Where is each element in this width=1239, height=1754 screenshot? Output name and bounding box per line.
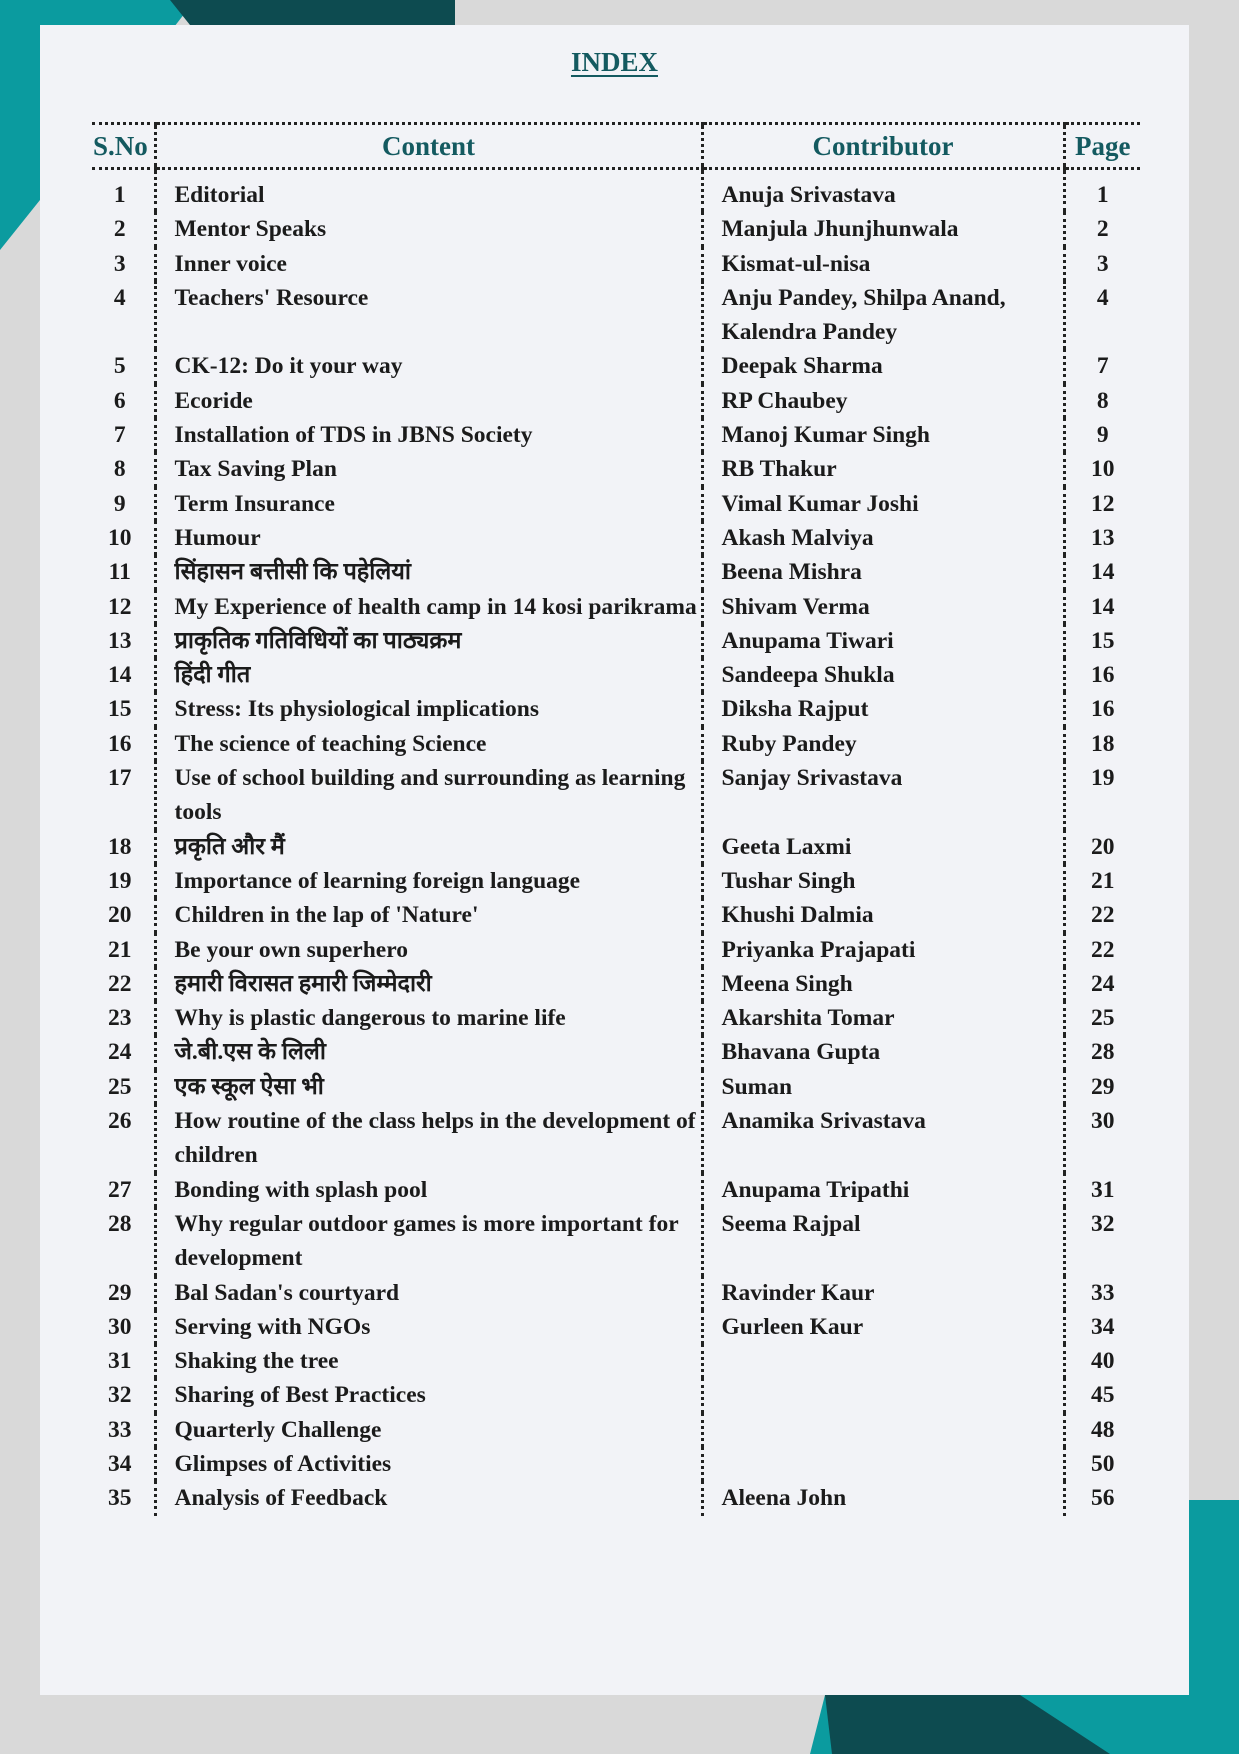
- table-row: [92, 692, 1140, 726]
- row-content-title: Bal Sadan's courtyard: [155, 1276, 702, 1310]
- row-content-title: Bonding with splash pool: [155, 1173, 702, 1207]
- row-page-number: 20: [1064, 830, 1140, 864]
- row-contributor: Akarshita Tomar: [702, 1001, 1064, 1035]
- row-page-number: 13: [1064, 521, 1140, 555]
- row-content-title: Editorial: [155, 169, 702, 213]
- row-contributor: Seema Rajpal: [702, 1207, 1064, 1276]
- table-row: [92, 555, 1140, 589]
- row-contributor: [702, 1344, 1064, 1378]
- row-sno: 19: [108, 867, 132, 894]
- row-content-title: Humour: [155, 521, 702, 555]
- table-row: [92, 1413, 1140, 1447]
- row-sno: 29: [108, 1279, 132, 1306]
- row-content-title: Children in the lap of 'Nature': [155, 898, 702, 932]
- row-content-title: Teachers' Resource: [155, 281, 702, 350]
- row-sno: 2: [113, 216, 126, 243]
- row-sno: 24: [108, 1039, 132, 1066]
- row-contributor: [702, 1413, 1064, 1447]
- table-row: [92, 384, 1140, 418]
- row-sno: 23: [108, 1005, 132, 1032]
- row-sno: 13: [108, 627, 132, 654]
- table-row: [92, 418, 1140, 452]
- row-sno: 1: [113, 182, 126, 208]
- row-content-title: Why regular outdoor games is more important for development: [155, 1207, 702, 1276]
- row-page-number: 14: [1064, 590, 1140, 624]
- row-sno: 17: [108, 765, 132, 792]
- index-page: [40, 25, 1189, 1695]
- table-row: [92, 521, 1140, 555]
- row-contributor: Beena Mishra: [702, 555, 1064, 589]
- row-content-title: My Experience of health camp in 14 kosi parikrama: [155, 590, 702, 624]
- row-contributor: Kismat-ul-nisa: [702, 247, 1064, 281]
- row-content-title: Shaking the tree: [155, 1344, 702, 1378]
- row-sno: 3: [113, 250, 126, 277]
- row-contributor: Anupama Tiwari: [702, 624, 1064, 658]
- row-page-number: 4: [1064, 281, 1140, 350]
- row-page-number: 31: [1064, 1173, 1140, 1207]
- row-page-number: 24: [1064, 967, 1140, 1001]
- row-sno: 28: [108, 1210, 132, 1237]
- row-page-number: 50: [1064, 1447, 1140, 1481]
- table-row: [92, 247, 1140, 281]
- row-sno: 7: [113, 422, 126, 449]
- row-sno: 34: [108, 1450, 132, 1477]
- table-row: [92, 1001, 1140, 1035]
- row-page-number: 32: [1064, 1207, 1140, 1276]
- row-sno: 12: [108, 593, 132, 620]
- index-table-body: [92, 169, 1140, 1516]
- table-row: [92, 169, 1140, 213]
- row-contributor: Sandeepa Shukla: [702, 658, 1064, 692]
- row-contributor: Gurleen Kaur: [702, 1310, 1064, 1344]
- table-row: [92, 1104, 1140, 1173]
- row-sno: 16: [108, 730, 132, 757]
- row-content-title: Glimpses of Activities: [155, 1447, 702, 1481]
- row-page-number: 19: [1064, 761, 1140, 830]
- row-content-title: Why is plastic dangerous to marine life: [155, 1001, 702, 1035]
- row-page-number: 21: [1064, 864, 1140, 898]
- row-sno: 27: [108, 1176, 132, 1203]
- row-contributor: Khushi Dalmia: [702, 898, 1064, 932]
- row-sno: 22: [108, 970, 132, 997]
- table-header-row: [92, 124, 1140, 169]
- row-sno: 5: [113, 353, 126, 380]
- table-row: [92, 967, 1140, 1001]
- row-contributor: Diksha Rajput: [702, 692, 1064, 726]
- row-contributor: Manjula Jhunjhunwala: [702, 212, 1064, 246]
- row-contributor: Anupama Tripathi: [702, 1173, 1064, 1207]
- table-row: [92, 727, 1140, 761]
- table-row: [92, 1447, 1140, 1481]
- row-sno: 21: [108, 936, 132, 963]
- row-content-title: Quarterly Challenge: [155, 1413, 702, 1447]
- row-contributor: Shivam Verma: [702, 590, 1064, 624]
- row-page-number: 14: [1064, 555, 1140, 589]
- table-row: [92, 590, 1140, 624]
- row-content-title: Ecoride: [155, 384, 702, 418]
- row-contributor: Anju Pandey, Shilpa Anand, Kalendra Pandey: [702, 281, 1064, 350]
- row-contributor: Vimal Kumar Joshi: [702, 487, 1064, 521]
- row-page-number: 34: [1064, 1310, 1140, 1344]
- row-page-number: 2: [1064, 212, 1140, 246]
- row-page-number: 56: [1064, 1481, 1140, 1515]
- row-page-number: 16: [1064, 692, 1140, 726]
- row-content-title: Be your own superhero: [155, 933, 702, 967]
- table-row: [92, 830, 1140, 864]
- row-sno: 10: [108, 524, 132, 551]
- row-contributor: Manoj Kumar Singh: [702, 418, 1064, 452]
- row-page-number: 10: [1064, 452, 1140, 486]
- row-contributor: Akash Malviya: [702, 521, 1064, 555]
- row-sno: 14: [108, 662, 132, 689]
- row-page-number: 7: [1064, 349, 1140, 383]
- row-content-title: हमारी विरासत हमारी जिम्मेदारी: [155, 967, 702, 1001]
- row-sno: 20: [108, 902, 132, 929]
- page-title: INDEX: [570, 47, 658, 77]
- table-row: [92, 761, 1140, 830]
- row-page-number: 30: [1064, 1104, 1140, 1173]
- table-row: [92, 933, 1140, 967]
- row-content-title: Mentor Speaks: [155, 212, 702, 246]
- row-contributor: [702, 1378, 1064, 1412]
- row-sno: 25: [108, 1073, 132, 1100]
- table-row: [92, 487, 1140, 521]
- header-page: Page: [1064, 124, 1140, 169]
- row-contributor: Aleena John: [702, 1481, 1064, 1515]
- row-content-title: Installation of TDS in JBNS Society: [155, 418, 702, 452]
- row-content-title: सिंहासन बत्तीसी कि पहेलियां: [155, 555, 702, 589]
- row-content-title: The science of teaching Science: [155, 727, 702, 761]
- row-page-number: 15: [1064, 624, 1140, 658]
- row-content-title: प्रकृति और मैं: [155, 830, 702, 864]
- row-sno: 8: [113, 456, 126, 483]
- table-row: [92, 452, 1140, 486]
- row-content-title: हिंदी गीत: [155, 658, 702, 692]
- row-content-title: Term Insurance: [155, 487, 702, 521]
- row-content-title: How routine of the class helps in the development of children: [155, 1104, 702, 1173]
- row-page-number: 28: [1064, 1035, 1140, 1069]
- row-page-number: 45: [1064, 1378, 1140, 1412]
- row-contributor: Suman: [702, 1070, 1064, 1104]
- row-contributor: Sanjay Srivastava: [702, 761, 1064, 830]
- row-contributor: RP Chaubey: [702, 384, 1064, 418]
- row-page-number: 22: [1064, 933, 1140, 967]
- row-page-number: 12: [1064, 487, 1140, 521]
- row-sno: 11: [108, 559, 131, 586]
- row-page-number: 25: [1064, 1001, 1140, 1035]
- row-page-number: 18: [1064, 727, 1140, 761]
- table-row: [92, 1070, 1140, 1104]
- row-page-number: 9: [1064, 418, 1140, 452]
- row-sno: 6: [113, 387, 126, 414]
- row-content-title: जे.बी.एस के लिली: [155, 1035, 702, 1069]
- row-sno: 33: [108, 1416, 132, 1443]
- row-content-title: Stress: Its physiological implications: [155, 692, 702, 726]
- row-page-number: 48: [1064, 1413, 1140, 1447]
- row-page-number: 29: [1064, 1070, 1140, 1104]
- row-content-title: Inner voice: [155, 247, 702, 281]
- table-row: [92, 349, 1140, 383]
- table-row: [92, 212, 1140, 246]
- row-content-title: Use of school building and surrounding as learning tools: [155, 761, 702, 830]
- row-content-title: Sharing of Best Practices: [155, 1378, 702, 1412]
- row-page-number: 16: [1064, 658, 1140, 692]
- row-page-number: 3: [1064, 247, 1140, 281]
- table-row: [92, 1481, 1140, 1515]
- row-content-title: Serving with NGOs: [155, 1310, 702, 1344]
- row-sno: 32: [108, 1382, 132, 1409]
- table-row: [92, 658, 1140, 692]
- row-content-title: Importance of learning foreign language: [155, 864, 702, 898]
- header-content: Content: [155, 124, 702, 169]
- row-contributor: Geeta Laxmi: [702, 830, 1064, 864]
- row-page-number: 33: [1064, 1276, 1140, 1310]
- row-contributor: [702, 1447, 1064, 1481]
- row-sno: 31: [108, 1348, 132, 1375]
- table-row: [92, 898, 1140, 932]
- row-sno: 18: [108, 833, 132, 860]
- row-contributor: Anuja Srivastava: [702, 169, 1064, 213]
- table-row: [92, 624, 1140, 658]
- table-row: [92, 1035, 1140, 1069]
- row-contributor: Tushar Singh: [702, 864, 1064, 898]
- table-row: [92, 1276, 1140, 1310]
- row-sno: 15: [108, 696, 132, 723]
- table-row: [92, 1378, 1140, 1412]
- row-contributor: Priyanka Prajapati: [702, 933, 1064, 967]
- row-sno: 4: [113, 284, 126, 311]
- row-sno: 30: [108, 1313, 132, 1340]
- row-contributor: Ruby Pandey: [702, 727, 1064, 761]
- row-page-number: 8: [1064, 384, 1140, 418]
- header-contributor: Contributor: [702, 124, 1064, 169]
- row-content-title: Tax Saving Plan: [155, 452, 702, 486]
- row-sno: 35: [108, 1485, 132, 1512]
- row-contributor: RB Thakur: [702, 452, 1064, 486]
- table-row: [92, 1173, 1140, 1207]
- row-contributor: Bhavana Gupta: [702, 1035, 1064, 1069]
- row-contributor: Deepak Sharma: [702, 349, 1064, 383]
- table-row: [92, 864, 1140, 898]
- row-page-number: 1: [1064, 169, 1140, 213]
- table-row: [92, 1310, 1140, 1344]
- row-contributor: Ravinder Kaur: [702, 1276, 1064, 1310]
- row-content-title: एक स्कूल ऐसा भी: [155, 1070, 702, 1104]
- table-row: [92, 281, 1140, 350]
- row-content-title: Analysis of Feedback: [155, 1481, 702, 1515]
- table-row: [92, 1344, 1140, 1378]
- table-row: [92, 1207, 1140, 1276]
- row-sno: 9: [113, 490, 126, 517]
- header-sno: S.No: [92, 124, 155, 169]
- row-content-title: CK-12: Do it your way: [155, 349, 702, 383]
- row-content-title: प्राकृतिक गतिविधियों का पाठ्यक्रम: [155, 624, 702, 658]
- row-page-number: 40: [1064, 1344, 1140, 1378]
- row-page-number: 22: [1064, 898, 1140, 932]
- index-table: [92, 122, 1140, 1516]
- row-contributor: Anamika Srivastava: [702, 1104, 1064, 1173]
- row-contributor: Meena Singh: [702, 967, 1064, 1001]
- row-sno: 26: [108, 1108, 132, 1135]
